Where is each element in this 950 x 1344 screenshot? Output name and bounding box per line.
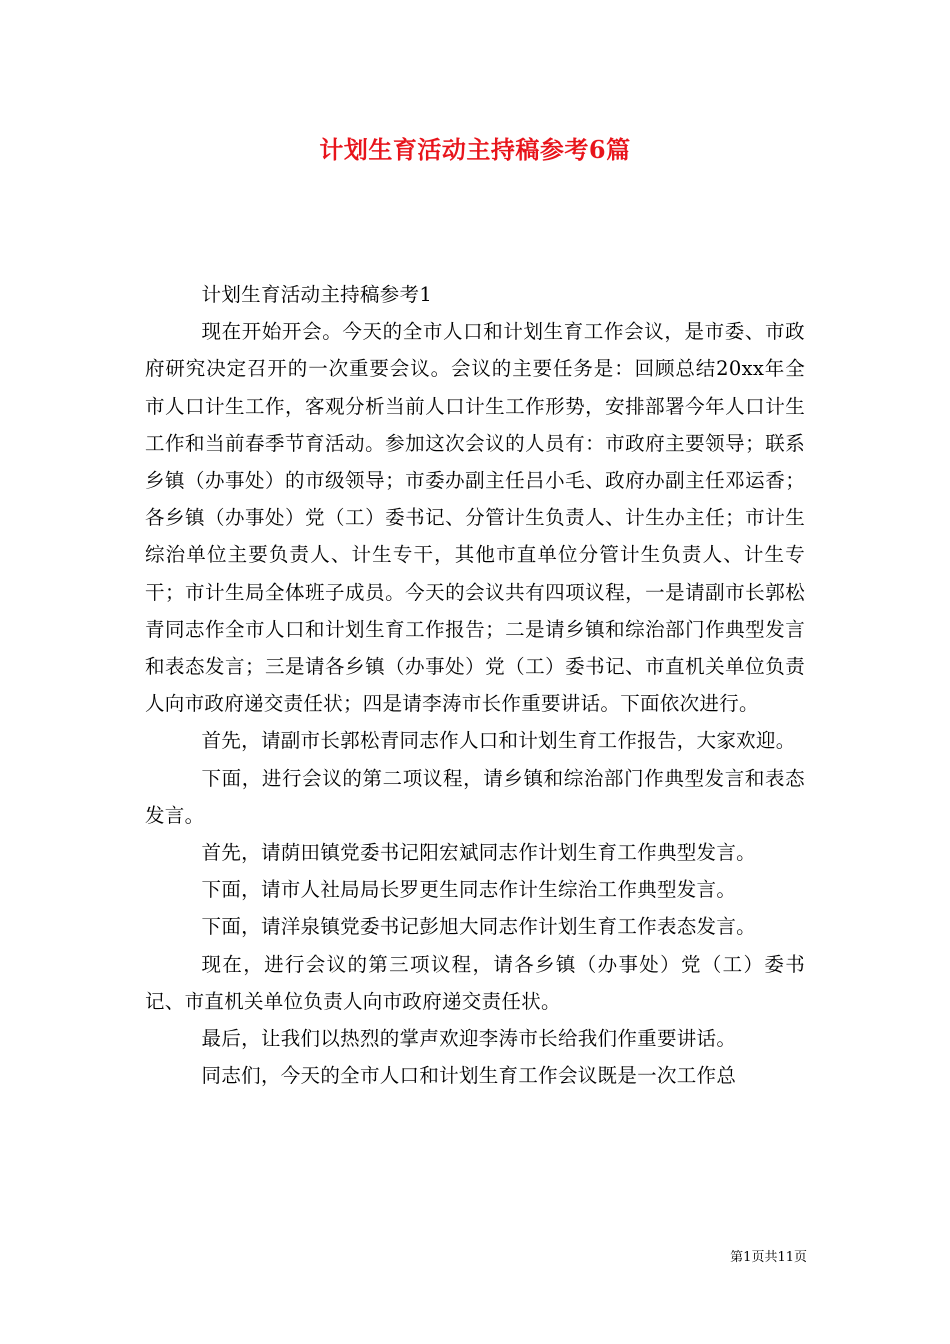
body-paragraph: 同志们，今天的全市人口和计划生育工作会议既是一次工作总 (201, 1064, 737, 1088)
body-paragraph: 现在开始开会。今天的全市人口和计划生育工作会议，是市委、市政府研究决定召开的一次重要会议。会议的主要任务是：回顾总结20xx年全市人口计生工作，客观分析当前人口计生工作形势，安排部署今年人口计生工作和当前春季节育活动。参加这次会议的人员有：市政府主要领导；联系乡镇（办事处）的市级领导；市委办副主任吕小毛、政府办副主任邓运香；各乡镇（办事处）党（工）委书记、分管计生负责人、计生办主任；市计生综治单位主要负责人、计生专干，其他市直单位分管计生负责人、计生专干；市计生局全体班子成员。今天的会议共有四项议程，一是请副市长郭松青同志作全市人口和计划生育工作报告；二是请乡镇和综治部门作典型发言和表态发言；三是请各乡镇（办事处）党（工）委书记、市直机关单位负责人向市政府递交责任状；四是请李涛市长作重要讲话。下面依次进行。 (145, 320, 805, 716)
body-paragraph: 首先，请荫田镇党委书记阳宏斌同志作计划生育工作典型发言。 (201, 841, 756, 865)
section-heading: 计划生育活动主持稿参考1 (201, 283, 433, 306)
document-title: 计划生育活动主持稿参考6篇 (319, 135, 631, 164)
body-paragraph: 下面，进行会议的第二项议程，请乡镇和综治部门作典型发言和表态发言。 (145, 766, 805, 827)
page-number-footer: 第1页共11页 (730, 1250, 807, 1265)
document-body (145, 276, 805, 1094)
body-paragraph: 首先，请副市长郭松青同志作人口和计划生育工作报告，大家欢迎。 (201, 729, 796, 753)
body-paragraph: 下面，请市人社局局长罗更生同志作计生综治工作典型发言。 (201, 878, 737, 902)
body-paragraph: 现在，进行会议的第三项议程，请各乡镇（办事处）党（工）委书记、市直机关单位负责人向市政府递交责任状。 (145, 952, 805, 1013)
body-paragraph: 下面，请洋泉镇党委书记彭旭大同志作计划生育工作表态发言。 (201, 915, 756, 939)
body-paragraph: 最后，让我们以热烈的掌声欢迎李涛市长给我们作重要讲话。 (201, 1027, 737, 1051)
